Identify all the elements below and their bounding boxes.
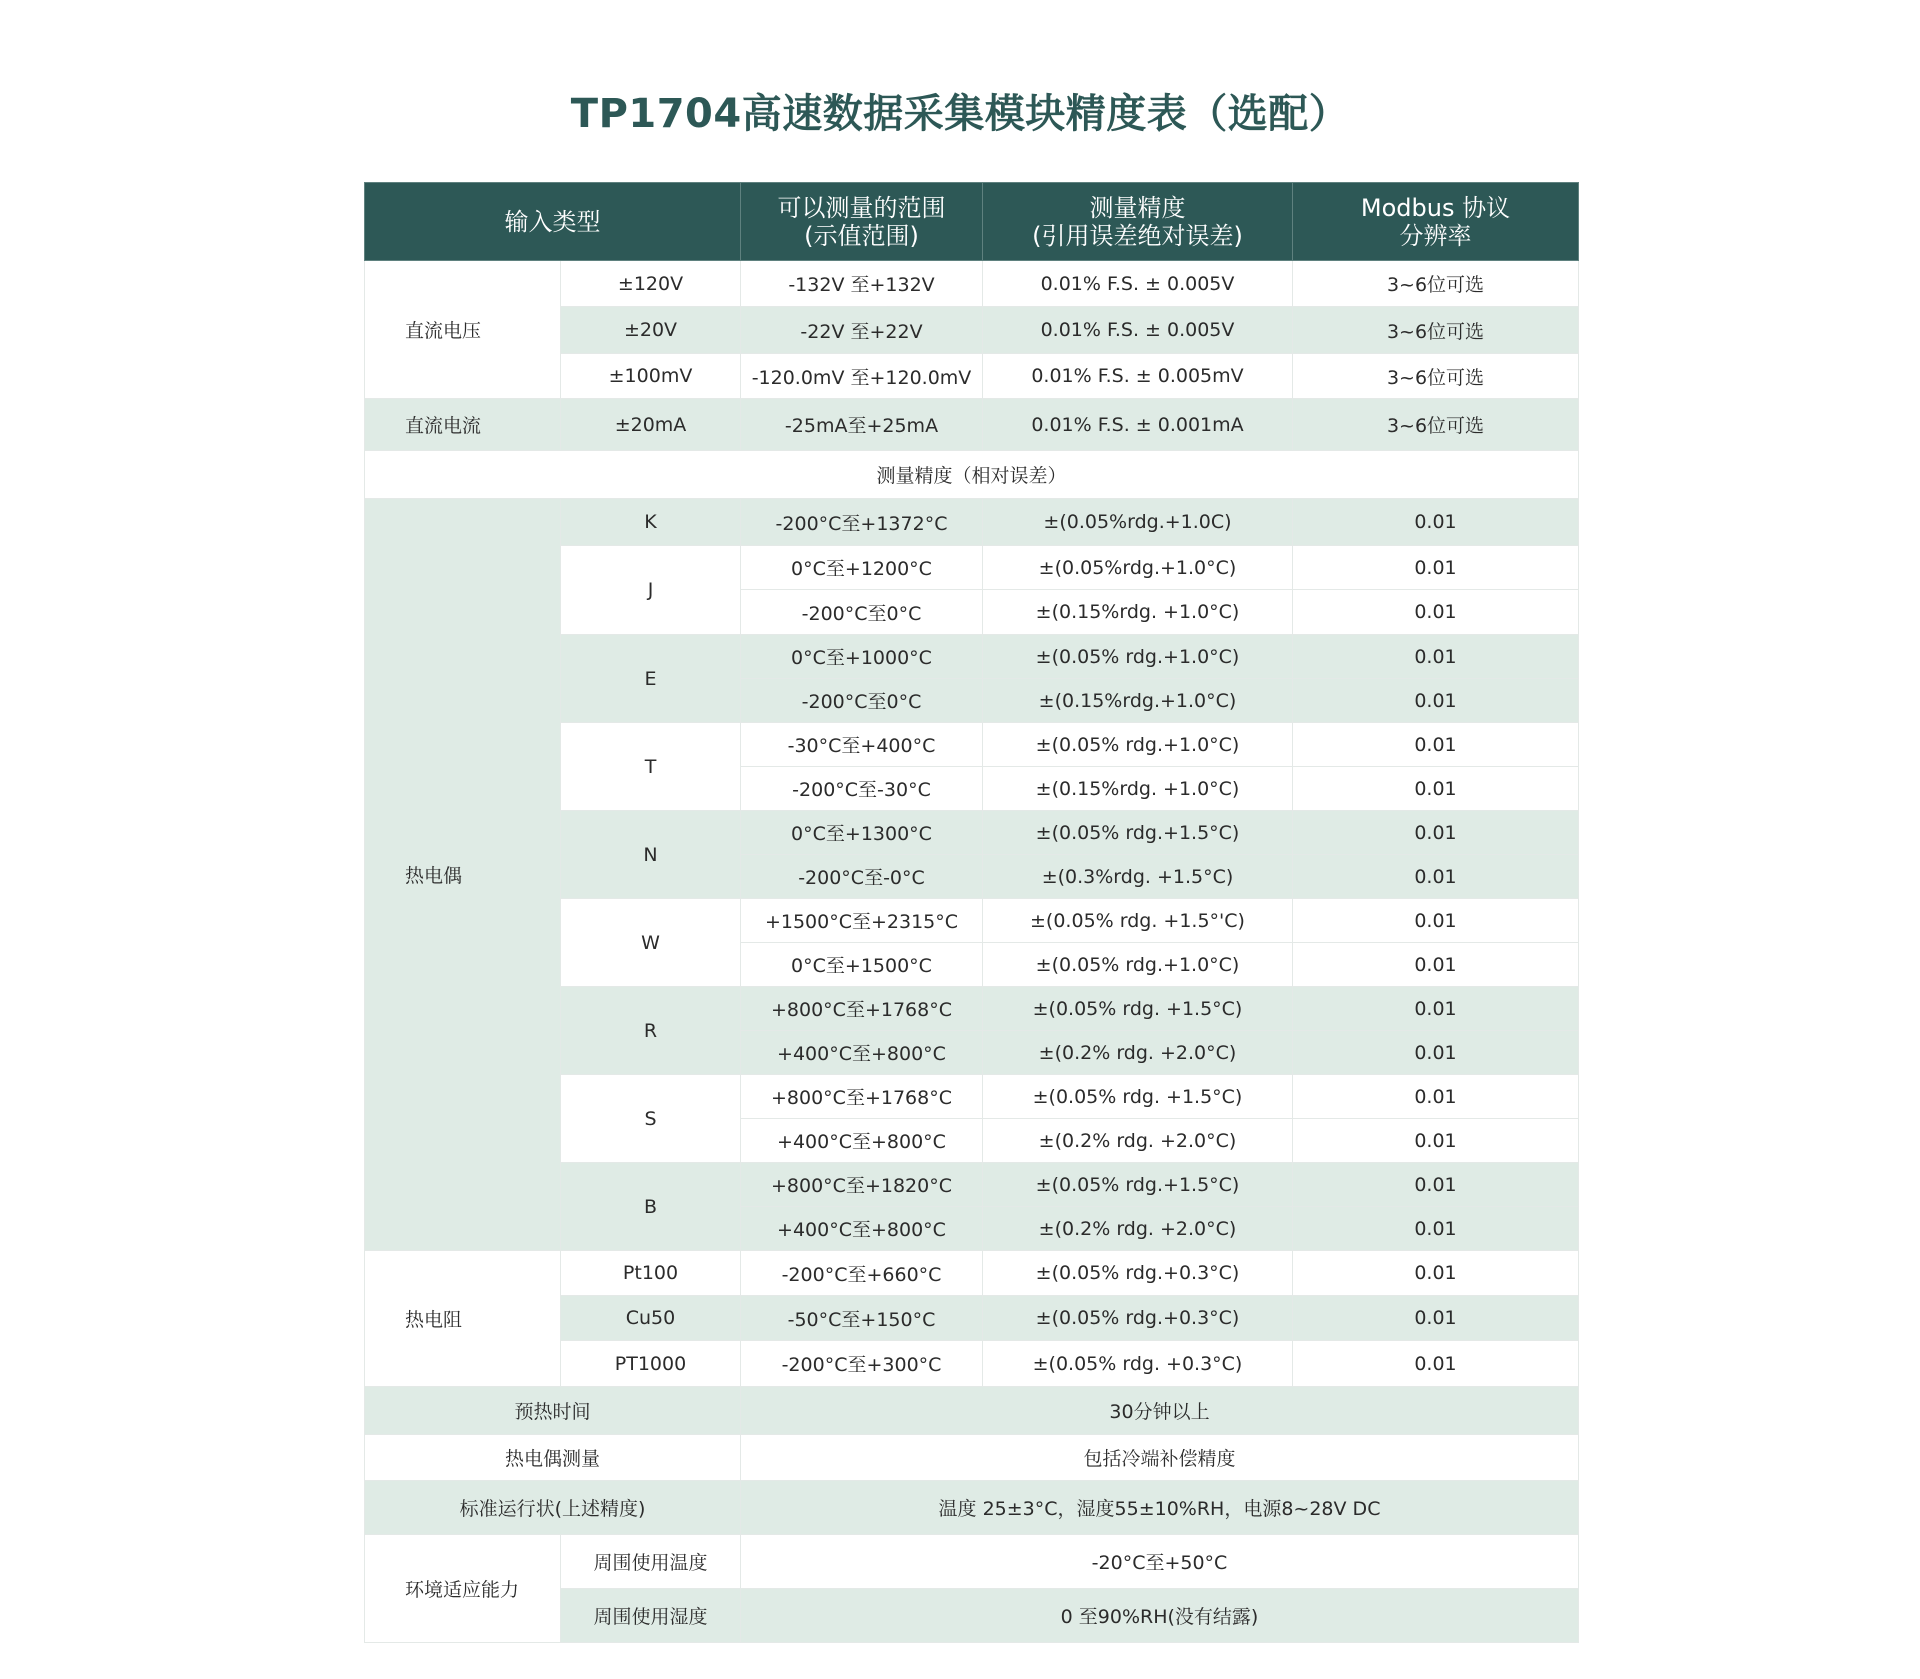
environment-label: 环境适应能力	[365, 1535, 561, 1643]
cell-type: K	[561, 499, 741, 546]
cell-resolution: 0.01	[1293, 811, 1579, 855]
cell-resolution: 0.01	[1293, 1119, 1579, 1163]
table-row	[365, 499, 1579, 546]
cell-range: -30°C至+400°C	[741, 723, 983, 767]
cell-range: 0°C至+1000°C	[741, 635, 983, 679]
cell-accuracy: ±(0.05%rdg.+1.0C)	[983, 499, 1293, 546]
cell-accuracy: ±(0.05% rdg. +0.3°C)	[983, 1341, 1293, 1387]
cell-resolution: 0.01	[1293, 499, 1579, 546]
cell-range: +800°C至+1768°C	[741, 1075, 983, 1119]
cell-accuracy: 0.01% F.S. ± 0.005mV	[983, 354, 1293, 399]
cell-range: -120.0mV 至+120.0mV	[741, 354, 983, 399]
cell-type: ±20mA	[561, 399, 741, 451]
cell-range: -200°C至0°C	[741, 679, 983, 723]
cell-resolution: 0.01	[1293, 679, 1579, 723]
cell-type: N	[561, 811, 741, 899]
table-row	[365, 1481, 1579, 1535]
category-rtd: 热电阻	[365, 1251, 561, 1387]
cell-type: R	[561, 987, 741, 1075]
header-accuracy-line2: (引用误差绝对误差)	[1032, 221, 1243, 250]
header-range-line1: 可以测量的范围	[777, 193, 946, 222]
table-row	[365, 1435, 1579, 1481]
cell-resolution: 0.01	[1293, 987, 1579, 1031]
cell-type: ±120V	[561, 261, 741, 307]
cell-range: +800°C至+1820°C	[741, 1163, 983, 1207]
tc-measure-label: 热电偶测量	[365, 1435, 741, 1481]
cell-range: -22V 至+22V	[741, 307, 983, 354]
cell-type: J	[561, 546, 741, 635]
cell-accuracy: ±(0.3%rdg. +1.5°C)	[983, 855, 1293, 899]
header-modbus	[1293, 183, 1579, 261]
cell-range: -200°C至+1372°C	[741, 499, 983, 546]
cell-resolution: 0.01	[1293, 767, 1579, 811]
table-row	[365, 399, 1579, 451]
env-humidity-value: 0 至90%RH(没有结露)	[741, 1589, 1579, 1643]
cell-accuracy: 0.01% F.S. ± 0.001mA	[983, 399, 1293, 451]
accuracy-table	[364, 182, 1579, 1643]
cell-type: T	[561, 723, 741, 811]
header-accuracy	[983, 183, 1293, 261]
header-accuracy-line1: 测量精度	[1089, 193, 1186, 222]
standard-value: 温度 25±3°C，湿度55±10%RH，电源8~28V DC	[741, 1481, 1579, 1535]
cell-resolution: 0.01	[1293, 635, 1579, 679]
cell-resolution: 3~6位可选	[1293, 307, 1579, 354]
env-temp-label: 周围使用温度	[561, 1535, 741, 1589]
cell-resolution: 0.01	[1293, 1207, 1579, 1251]
env-temp-value: -20°C至+50°C	[741, 1535, 1579, 1589]
cell-resolution: 0.01	[1293, 723, 1579, 767]
cell-type: E	[561, 635, 741, 723]
header-input-type: 输入类型	[365, 183, 741, 261]
cell-range: -200°C至+660°C	[741, 1251, 983, 1296]
cell-accuracy: 0.01% F.S. ± 0.005V	[983, 261, 1293, 307]
category-dc-voltage: 直流电压	[365, 261, 561, 399]
table-row	[365, 1535, 1579, 1589]
table-header-row	[365, 183, 1579, 261]
cell-range: +400°C至+800°C	[741, 1119, 983, 1163]
header-modbus-line1: Modbus 协议	[1360, 193, 1511, 222]
cell-type: W	[561, 899, 741, 987]
cell-resolution: 0.01	[1293, 855, 1579, 899]
env-humidity-label: 周围使用湿度	[561, 1589, 741, 1643]
cell-accuracy: ±(0.05% rdg.+0.3°C)	[983, 1296, 1293, 1341]
table-row	[365, 1387, 1579, 1435]
cell-accuracy: ±(0.15%rdg. +1.0°C)	[983, 767, 1293, 811]
cell-type: ±20V	[561, 307, 741, 354]
cell-range: +400°C至+800°C	[741, 1207, 983, 1251]
page-title: TP1704高速数据采集模块精度表（选配）	[570, 91, 1350, 137]
cell-accuracy: ±(0.05% rdg.+1.0°C)	[983, 723, 1293, 767]
cell-resolution: 0.01	[1293, 1163, 1579, 1207]
standard-label: 标准运行状(上述精度)	[365, 1481, 741, 1535]
cell-accuracy: ±(0.05% rdg.+1.5°C)	[983, 1163, 1293, 1207]
cell-range: -200°C至-30°C	[741, 767, 983, 811]
cell-resolution: 0.01	[1293, 1075, 1579, 1119]
cell-resolution: 0.01	[1293, 943, 1579, 987]
section-relative-error: 测量精度（相对误差）	[365, 451, 1579, 499]
cell-range: +800°C至+1768°C	[741, 987, 983, 1031]
cell-resolution: 3~6位可选	[1293, 261, 1579, 307]
cell-accuracy: ±(0.05% rdg.+0.3°C)	[983, 1251, 1293, 1296]
cell-accuracy: ±(0.05% rdg. +1.5°'C)	[983, 899, 1293, 943]
cell-range: +400°C至+800°C	[741, 1031, 983, 1075]
cell-range: -132V 至+132V	[741, 261, 983, 307]
cell-accuracy: ±(0.05% rdg.+1.0°C)	[983, 635, 1293, 679]
cell-accuracy: ±(0.05% rdg.+1.0°C)	[983, 943, 1293, 987]
cell-accuracy: ±(0.2% rdg. +2.0°C)	[983, 1031, 1293, 1075]
cell-accuracy: ±(0.05%rdg.+1.0°C)	[983, 546, 1293, 590]
cell-accuracy: ±(0.15%rdg.+1.0°C)	[983, 679, 1293, 723]
warmup-value: 30分钟以上	[741, 1387, 1579, 1435]
cell-type: S	[561, 1075, 741, 1163]
cell-range: -200°C至-0°C	[741, 855, 983, 899]
cell-accuracy: ±(0.2% rdg. +2.0°C)	[983, 1119, 1293, 1163]
cell-type: Cu50	[561, 1296, 741, 1341]
cell-range: -200°C至+300°C	[741, 1341, 983, 1387]
cell-range: 0°C至+1300°C	[741, 811, 983, 855]
cell-range: -200°C至0°C	[741, 590, 983, 635]
header-range-line2: (示值范围)	[804, 221, 919, 250]
cell-accuracy: ±(0.15%rdg. +1.0°C)	[983, 590, 1293, 635]
cell-resolution: 0.01	[1293, 1251, 1579, 1296]
cell-accuracy: ±(0.05% rdg. +1.5°C)	[983, 987, 1293, 1031]
cell-resolution: 0.01	[1293, 1341, 1579, 1387]
warmup-label: 预热时间	[365, 1387, 741, 1435]
header-modbus-line2: 分辨率	[1399, 221, 1472, 250]
cell-type: B	[561, 1163, 741, 1251]
cell-resolution: 3~6位可选	[1293, 399, 1579, 451]
category-dc-current: 直流电流	[365, 399, 561, 451]
cell-resolution: 0.01	[1293, 899, 1579, 943]
section-row	[365, 451, 1579, 499]
header-range	[741, 183, 983, 261]
cell-range: +1500°C至+2315°C	[741, 899, 983, 943]
cell-range: -50°C至+150°C	[741, 1296, 983, 1341]
cell-resolution: 0.01	[1293, 546, 1579, 590]
cell-accuracy: ±(0.2% rdg. +2.0°C)	[983, 1207, 1293, 1251]
cell-range: 0°C至+1200°C	[741, 546, 983, 590]
cell-resolution: 0.01	[1293, 1031, 1579, 1075]
cell-range: -25mA至+25mA	[741, 399, 983, 451]
cell-type: Pt100	[561, 1251, 741, 1296]
table-row	[365, 261, 1579, 307]
cell-resolution: 3~6位可选	[1293, 354, 1579, 399]
cell-resolution: 0.01	[1293, 1296, 1579, 1341]
category-thermocouple: 热电偶	[365, 499, 561, 1251]
cell-type: ±100mV	[561, 354, 741, 399]
table-row	[365, 1251, 1579, 1296]
tc-measure-value: 包括冷端补偿精度	[741, 1435, 1579, 1481]
cell-accuracy: 0.01% F.S. ± 0.005V	[983, 307, 1293, 354]
cell-range: 0°C至+1500°C	[741, 943, 983, 987]
cell-resolution: 0.01	[1293, 590, 1579, 635]
cell-type: PT1000	[561, 1341, 741, 1387]
cell-accuracy: ±(0.05% rdg.+1.5°C)	[983, 811, 1293, 855]
cell-accuracy: ±(0.05% rdg. +1.5°C)	[983, 1075, 1293, 1119]
